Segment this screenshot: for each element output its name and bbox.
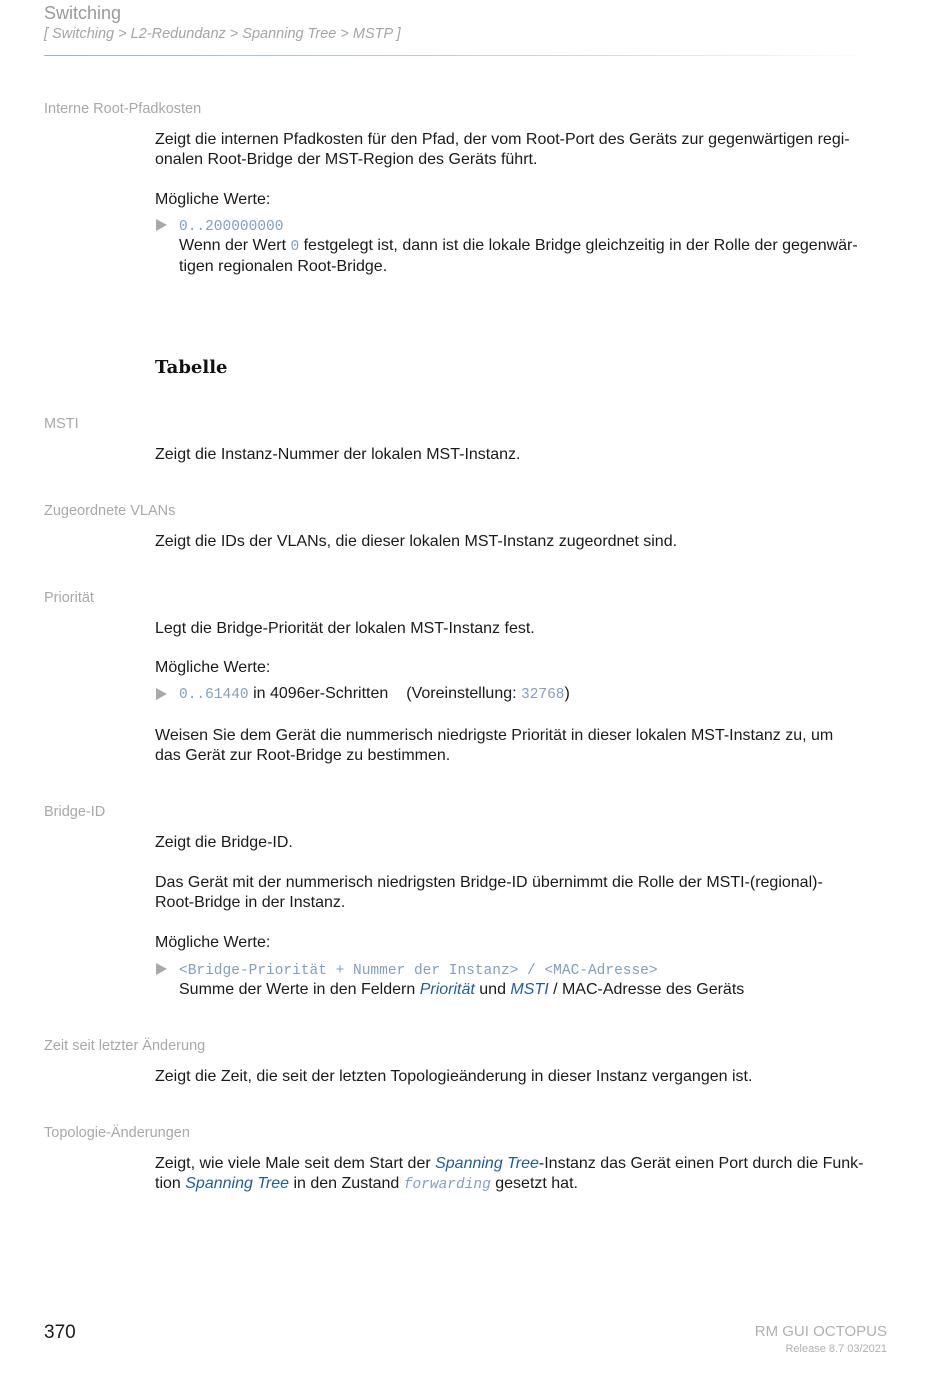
bridge-id-format-code: <Bridge-Priorität + Nummer der Instanz> / <MAC-Adresse> bbox=[179, 963, 658, 979]
term-time-since-change: Zeit seit letzter Änderung bbox=[44, 1038, 206, 1054]
link-spanning-tree[interactable]: Spanning Tree bbox=[185, 1175, 290, 1192]
term-topology-changes: Topologie-Änderungen bbox=[44, 1125, 190, 1141]
root-cost-description bbox=[155, 130, 890, 170]
msti-description: Zeigt die Instanz-Nummer der lokalen MST-Instanz. bbox=[155, 446, 521, 463]
topology-forwarding-code: forwarding bbox=[403, 1177, 491, 1193]
root-cost-note-code: 0 bbox=[290, 239, 300, 255]
root-cost-note-post: festgelegt ist, dann ist die lokale Bridge gleichzeitig in der Rolle der gegenwär- bbox=[299, 237, 858, 254]
root-cost-note-pre: Wenn der Wert bbox=[179, 237, 291, 254]
header-divider bbox=[44, 55, 874, 56]
bridge-id-sum-post: / MAC-Adresse des Geräts bbox=[548, 981, 745, 998]
root-cost-range bbox=[179, 216, 283, 237]
footer-release: Release 8.7 03/2021 bbox=[785, 1343, 887, 1355]
root-cost-note bbox=[179, 236, 889, 277]
root-cost-desc-line1: Zeigt die internen Pfadkosten für den Pfad, der vom Root-Port des Geräts zur gegenwärtigen regi- bbox=[155, 131, 850, 148]
bullet-arrow-icon bbox=[156, 688, 167, 700]
breadcrumb: [ Switching > L2-Redundanz > Spanning Tree > MSTP ] bbox=[44, 26, 401, 42]
bridge-id-description: Zeigt die Bridge-ID. bbox=[155, 834, 293, 851]
root-cost-note-line1 bbox=[179, 236, 889, 257]
term-assigned-vlans: Zugeordnete VLANs bbox=[44, 503, 176, 519]
topology-line2 bbox=[155, 1174, 890, 1195]
footer-product: RM GUI OCTOPUS bbox=[754, 1323, 887, 1340]
page-number: 370 bbox=[44, 1322, 76, 1343]
topology-l2-mid: in den Zustand bbox=[289, 1175, 404, 1192]
bridge-id-values-label: Mögliche Werte: bbox=[155, 934, 271, 951]
link-priority[interactable]: Priorität bbox=[419, 981, 475, 998]
root-cost-values-label: Mögliche Werte: bbox=[155, 191, 271, 208]
priority-values-label: Mögliche Werte: bbox=[155, 659, 271, 676]
priority-description: Legt die Bridge-Priorität der lokalen MST-Instanz fest. bbox=[155, 620, 535, 637]
term-msti: MSTI bbox=[44, 416, 79, 432]
bridge-id-info-line1: Das Gerät mit der nummerisch niedrigsten Bridge-ID übernimmt die Rolle der MSTI-(regional)- bbox=[155, 874, 823, 891]
topology-line1 bbox=[155, 1154, 890, 1174]
term-internal-root-path-cost: Interne Root-Pfadkosten bbox=[44, 101, 202, 117]
link-spanning-tree[interactable]: Spanning Tree bbox=[435, 1155, 539, 1172]
priority-default-value: 32768 bbox=[521, 687, 565, 703]
bridge-id-info bbox=[155, 873, 890, 913]
priority-advice-line2: das Gerät zur Root-Bridge zu bestimmen. bbox=[155, 747, 451, 764]
priority-range-code: 0..61440 bbox=[179, 687, 249, 703]
topology-l1-post: -Instanz das Gerät einen Port durch die Funk- bbox=[538, 1155, 864, 1172]
topology-changes-description bbox=[155, 1154, 890, 1195]
term-bridge-id: Bridge-ID bbox=[44, 804, 106, 820]
term-priority: Priorität bbox=[44, 590, 94, 606]
priority-advice bbox=[155, 726, 890, 766]
bridge-id-sum-mid: und bbox=[474, 981, 511, 998]
topology-l2-pre: tion bbox=[155, 1175, 186, 1192]
bridge-id-format bbox=[179, 960, 658, 981]
topology-l2-post: gesetzt hat. bbox=[490, 1175, 578, 1192]
time-since-description: Zeigt die Zeit, die seit der letzten Topologieänderung in dieser Instanz vergangen ist. bbox=[155, 1068, 753, 1085]
page-section-title: Switching bbox=[44, 3, 122, 23]
root-cost-note-line2: tigen regionalen Root-Bridge. bbox=[179, 258, 388, 275]
bridge-id-sum bbox=[179, 980, 889, 1000]
priority-range bbox=[179, 684, 570, 705]
link-msti[interactable]: MSTI bbox=[510, 981, 549, 998]
bridge-id-info-line2: Root-Bridge in der Instanz. bbox=[155, 894, 346, 911]
root-cost-desc-line2: onalen Root-Bridge der MST-Region des Geräts führt. bbox=[155, 151, 538, 168]
bullet-arrow-icon bbox=[156, 963, 167, 975]
bridge-id-sum-pre: Summe der Werte in den Feldern bbox=[179, 981, 420, 998]
table-heading: Tabelle bbox=[155, 357, 228, 378]
bullet-arrow-icon bbox=[156, 219, 167, 231]
priority-default-post: ) bbox=[564, 685, 570, 702]
priority-default-pre: (Voreinstellung: bbox=[406, 685, 521, 702]
priority-advice-line1: Weisen Sie dem Gerät die nummerisch niedrigste Priorität in dieser lokalen MST-Instanz zu, um bbox=[155, 727, 834, 744]
vlans-description: Zeigt die IDs der VLANs, die dieser lokalen MST-Instanz zugeordnet sind. bbox=[155, 533, 678, 550]
priority-range-suffix: in 4096er-Schritten bbox=[248, 685, 389, 702]
topology-l1-pre: Zeigt, wie viele Male seit dem Start der bbox=[155, 1155, 436, 1172]
root-cost-range-code: 0..200000000 bbox=[179, 219, 284, 235]
